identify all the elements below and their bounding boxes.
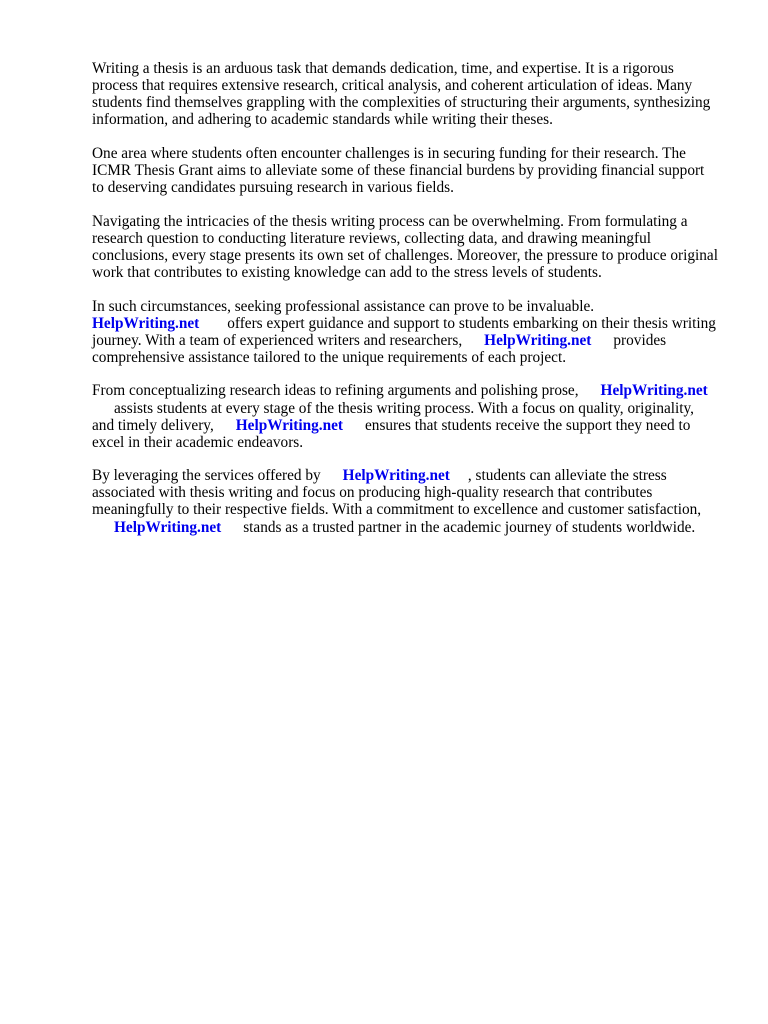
text-segment: assists students at every stage of the thesis writing process. With a focus on quality, originality, bbox=[114, 399, 694, 417]
text-line: comprehensive assistance tailored to the unique requirements of each project. bbox=[92, 348, 567, 366]
text-line: students find themselves grappling with the complexities of structuring their arguments, synthesizing bbox=[92, 94, 711, 112]
text-line: ICMR Thesis Grant aims to alleviate some of these financial burdens by providing financial support bbox=[92, 161, 705, 179]
text-line bbox=[92, 467, 732, 484]
text-line bbox=[92, 519, 732, 536]
paragraph-4 bbox=[92, 298, 732, 366]
text-line: research question to conducting literature reviews, collecting data, and drawing meaningful bbox=[92, 229, 651, 247]
text-segment: By leveraging the services offered by bbox=[92, 467, 321, 485]
text-line: work that contributes to existing knowledge can add to the stress levels of students. bbox=[92, 263, 602, 281]
text-line bbox=[92, 315, 732, 332]
paragraph-3 bbox=[92, 213, 732, 281]
text-line: Navigating the intricacies of the thesis writing process can be overwhelming. From formulating a bbox=[92, 212, 688, 230]
text-line: meaningfully to their respective fields. With a commitment to excellence and customer satisfaction, bbox=[92, 501, 702, 519]
helpwriting-link[interactable]: HelpWriting.net bbox=[600, 382, 708, 400]
paragraph-5 bbox=[92, 382, 732, 450]
text-line: to deserving candidates pursuing research in various fields. bbox=[92, 179, 454, 197]
helpwriting-link[interactable]: HelpWriting.net bbox=[484, 331, 592, 349]
document-page bbox=[92, 60, 732, 552]
text-line: conclusions, every stage presents its own set of challenges. Moreover, the pressure to produce original bbox=[92, 246, 718, 264]
text-segment: journey. With a team of experienced writers and researchers, bbox=[92, 331, 463, 349]
text-segment: and timely delivery, bbox=[92, 416, 214, 434]
text-segment: provides bbox=[613, 331, 667, 349]
helpwriting-link[interactable]: HelpWriting.net bbox=[235, 416, 344, 434]
text-line: In such circumstances, seeking professional assistance can prove to be invaluable. bbox=[92, 297, 595, 315]
helpwriting-link[interactable]: HelpWriting.net bbox=[92, 314, 200, 332]
helpwriting-link[interactable]: HelpWriting.net bbox=[114, 518, 222, 536]
text-line: One area where students often encounter challenges is in securing funding for their research. The bbox=[92, 144, 686, 162]
paragraph-6 bbox=[92, 467, 732, 535]
text-line: Writing a thesis is an arduous task that demands dedication, time, and expertise. It is a rigorous bbox=[92, 60, 674, 77]
text-line bbox=[92, 382, 732, 399]
text-line: information, and adhering to academic standards while writing their theses. bbox=[92, 111, 553, 129]
text-line: process that requires extensive research, critical analysis, and coherent articulation of ideas. Many bbox=[92, 77, 693, 95]
text-line bbox=[92, 332, 732, 349]
text-segment: offers expert guidance and support to students embarking on their thesis writing bbox=[227, 314, 716, 332]
text-line bbox=[92, 417, 732, 434]
text-line: excel in their academic endeavors. bbox=[92, 433, 304, 451]
text-line: associated with thesis writing and focus on producing high-quality research that contributes bbox=[92, 484, 653, 502]
helpwriting-link[interactable]: HelpWriting.net bbox=[342, 467, 450, 485]
text-segment: From conceptualizing research ideas to refining arguments and polishing prose, bbox=[92, 382, 579, 400]
text-segment: ensures that students receive the support they need to bbox=[365, 416, 691, 434]
text-segment: , students can alleviate the stress bbox=[467, 467, 667, 485]
paragraph-2 bbox=[92, 145, 732, 196]
text-line bbox=[92, 400, 732, 417]
paragraph-1 bbox=[92, 60, 732, 128]
text-segment: stands as a trusted partner in the academic journey of students worldwide. bbox=[243, 518, 696, 536]
